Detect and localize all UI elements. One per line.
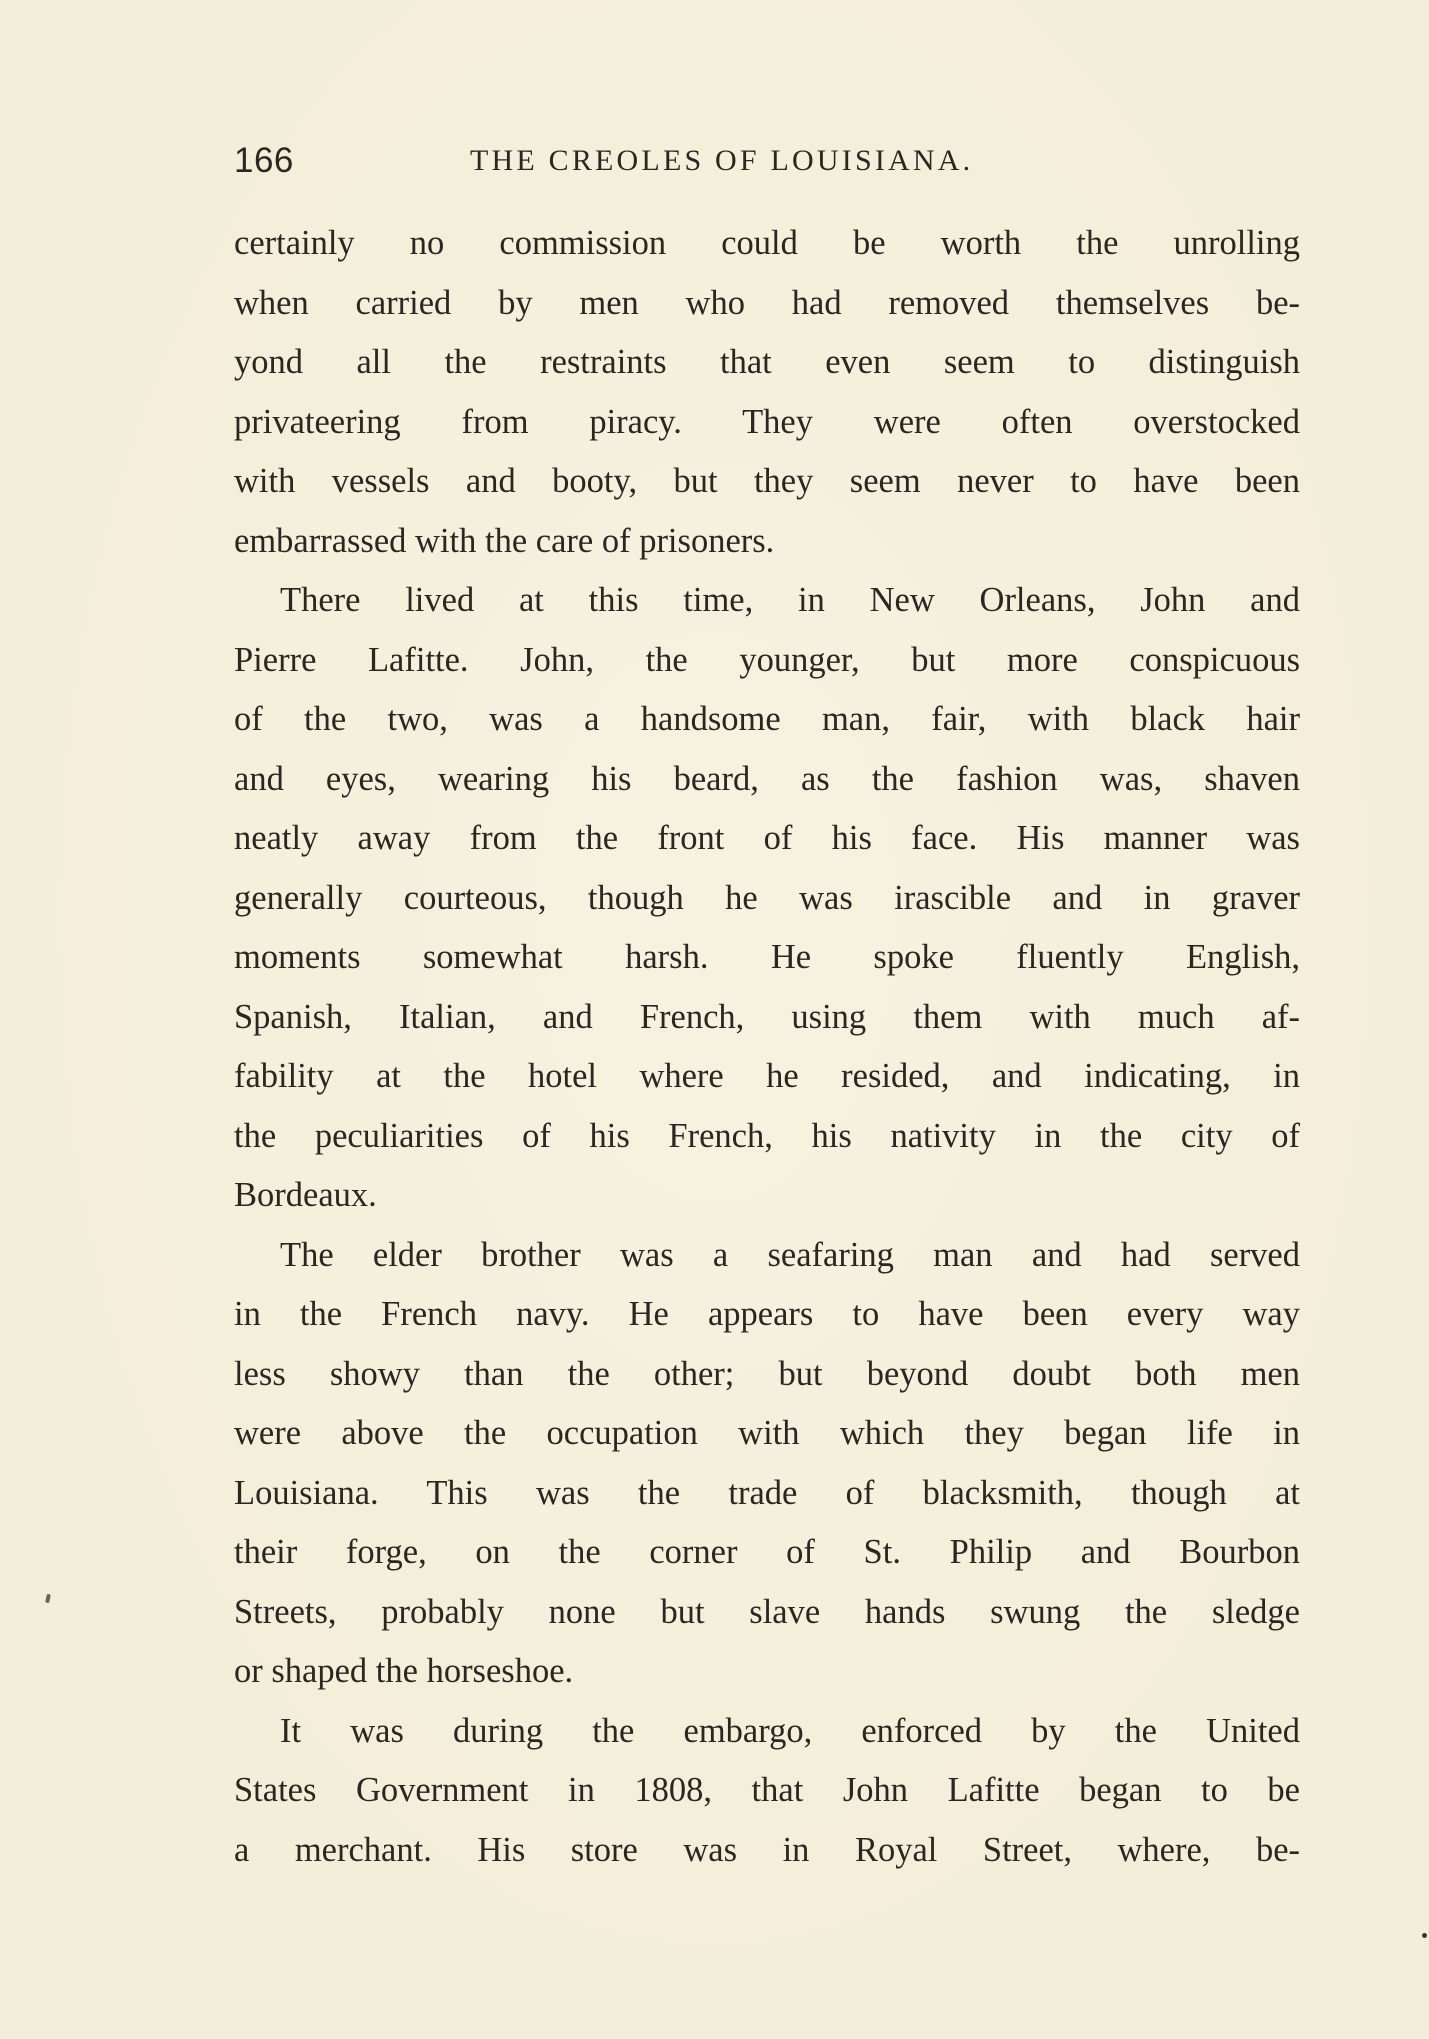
text-line: Spanish, Italian, and French, using them with much af-	[234, 997, 1300, 1036]
text-line: or shaped the horseshoe.	[234, 1652, 574, 1690]
page-number: 166	[234, 141, 294, 180]
text-line: The elder brother was a seafaring man and had served	[280, 1235, 1300, 1274]
text-line: were above the occupation with which they began life in	[234, 1414, 1300, 1452]
text-line: of the two, was a handsome man, fair, with black hair	[234, 700, 1300, 738]
text-line: and eyes, wearing his beard, as the fashion was, shaven	[234, 759, 1300, 798]
text-line: Bordeaux.	[234, 1176, 377, 1214]
text-line: privateering from piracy. They were often overstocked	[234, 402, 1300, 441]
text-line: Pierre Lafitte. John, the younger, but more conspicuous	[234, 640, 1300, 679]
running-title: THE CREOLES OF LOUISIANA.	[470, 144, 974, 177]
margin-speck	[45, 1594, 51, 1604]
text-line: in the French navy. He appears to have been every way	[234, 1295, 1300, 1333]
body-text	[234, 214, 1300, 1880]
text-line: States Government in 1808, that John Lafitte began to be	[234, 1771, 1300, 1809]
text-line: Louisiana. This was the trade of blacksmith, though at	[234, 1473, 1300, 1512]
text-line: neatly away from the front of his face. His manner was	[234, 819, 1300, 857]
text-line: their forge, on the corner of St. Philip and Bourbon	[234, 1533, 1300, 1571]
text-line: There lived at this time, in New Orleans, John and	[280, 581, 1300, 619]
text-line: moments somewhat harsh. He spoke fluently English,	[234, 938, 1300, 976]
text-line: less showy than the other; but beyond doubt both men	[234, 1354, 1300, 1393]
edge-speck	[1422, 1933, 1427, 1938]
text-line: with vessels and booty, but they seem never to have been	[234, 462, 1300, 500]
text-line: yond all the restraints that even seem to distinguish	[234, 343, 1300, 381]
text-line: certainly no commission could be worth the unrolling	[234, 224, 1300, 262]
text-line: embarrassed with the care of prisoners.	[234, 521, 775, 560]
text-line: It was during the embargo, enforced by the United	[280, 1711, 1300, 1750]
text-line: generally courteous, though he was irascible and in graver	[234, 878, 1300, 917]
text-line: Streets, probably none but slave hands swung the sledge	[234, 1592, 1300, 1631]
page-header	[234, 136, 1054, 186]
text-line: a merchant. His store was in Royal Street, where, be-	[234, 1830, 1300, 1869]
text-line: when carried by men who had removed themselves be-	[234, 283, 1300, 322]
text-line: fability at the hotel where he resided, and indicating, in	[234, 1057, 1300, 1095]
text-line: the peculiarities of his French, his nativity in the city of	[234, 1116, 1300, 1155]
